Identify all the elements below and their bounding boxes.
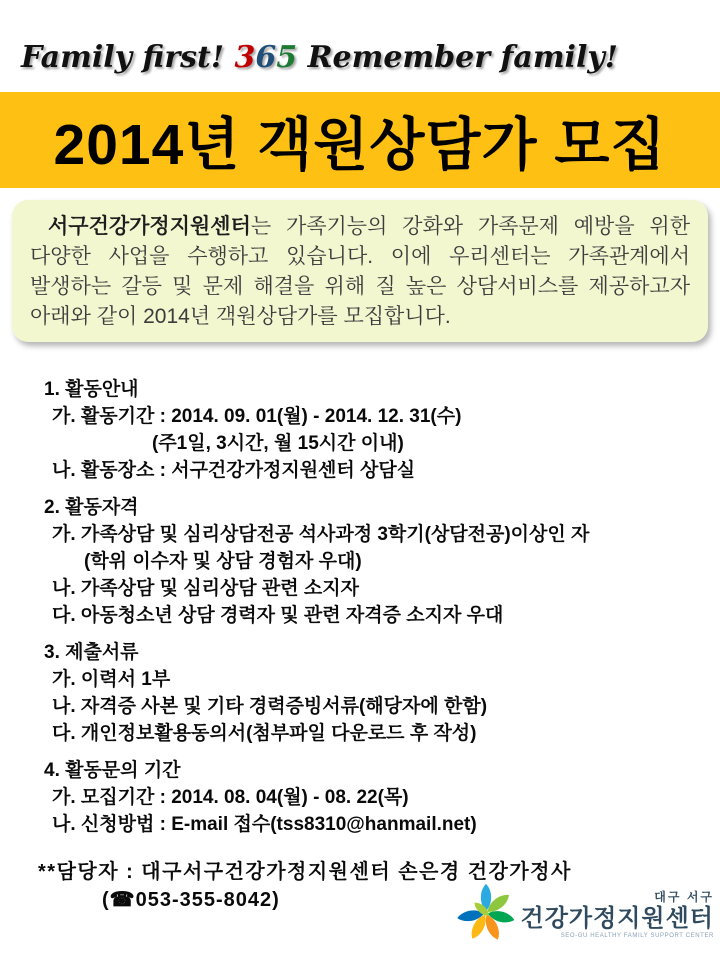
section-line: (주1일, 3시간, 월 15시간 이내) xyxy=(152,433,404,454)
intro-bold-lead: 서구건강가정지원센터 xyxy=(48,215,251,238)
slogan-digit: 6 xyxy=(255,40,277,75)
section-heading: 4. 활동문의 기간 xyxy=(44,760,181,781)
section-line: 가. 가족상담 및 심리상담전공 석사과정 3학기(상담전공)이상인 자 xyxy=(52,524,590,545)
flower-petals xyxy=(456,884,515,942)
slogan-part1: Family first! xyxy=(21,40,235,75)
flower-logo-icon xyxy=(455,882,517,944)
logo-english: SEO-GU HEALTHY FAMILY SUPPORT CENTER xyxy=(560,932,714,939)
section-line: 나. 자격증 사본 및 기타 경력증빙서류(해당자에 한함) xyxy=(52,696,488,717)
section-line: 다. 아동청소년 상담 경력자 및 관련 자격증 소지자 우대 xyxy=(52,605,504,626)
slogan xyxy=(21,40,618,75)
intro-paragraph xyxy=(30,212,690,332)
org-logo xyxy=(455,882,714,944)
contact-person: **담당자 : 대구서구건강가정지원센터 손은경 건강가정사 xyxy=(38,861,572,883)
section xyxy=(44,494,694,629)
section-line: 다. 개인정보활용동의서(첨부파일 다운로드 후 작성) xyxy=(52,723,477,744)
slogan-digit: 3 xyxy=(234,40,256,75)
section-heading: 1. 활동안내 xyxy=(44,379,139,400)
section-line: 가. 활동기간 : 2014. 09. 01(월) - 2014. 12. 31(수) xyxy=(52,406,462,427)
sections xyxy=(44,376,694,848)
logo-region: 대구 서구 xyxy=(654,889,714,904)
title-banner xyxy=(0,92,720,188)
intro-box xyxy=(12,200,708,342)
logo-name: 건강가정지원센터 xyxy=(520,904,714,932)
section xyxy=(44,639,694,747)
section-line: 나. 가족상담 및 심리상담 관련 소지자 xyxy=(52,578,359,599)
slogan-digits xyxy=(235,40,298,75)
intro-body: 는 가족기능의 강화와 가족문제 예방을 위한 다양한 사업을 수행하고 있습니다. 이에 우리센터는 가족관계에서 발생하는 갈등 및 문제 해결을 위해 질 높은 상담서비스를 제공하고자 아래와 같이 2014년 객원상담가를 모집합니다. xyxy=(30,215,690,328)
section-line: 나. 활동장소 : 서구건강가정지원센터 상담실 xyxy=(52,460,416,481)
section-heading: 3. 제출서류 xyxy=(44,642,139,663)
contact-phone: (☎053-355-8042) xyxy=(102,889,280,911)
section-line: 나. 신청방법 : E-mail 접수(tss8310@hanmail.net) xyxy=(52,814,477,835)
section xyxy=(44,376,694,484)
section-heading: 2. 활동자격 xyxy=(44,497,139,518)
slogan-digit: 5 xyxy=(276,40,298,75)
section-line: 가. 모집기간 : 2014. 08. 04(월) - 08. 22(목) xyxy=(52,787,409,808)
logo-text xyxy=(521,888,714,939)
page-title: 2014년 객원상담가 모집 xyxy=(53,113,667,177)
section-line: 가. 이력서 1부 xyxy=(52,669,171,690)
slogan-part2: Remember family! xyxy=(297,40,618,75)
section-line: (학위 이수자 및 상담 경험자 우대) xyxy=(84,551,362,572)
section xyxy=(44,757,694,838)
